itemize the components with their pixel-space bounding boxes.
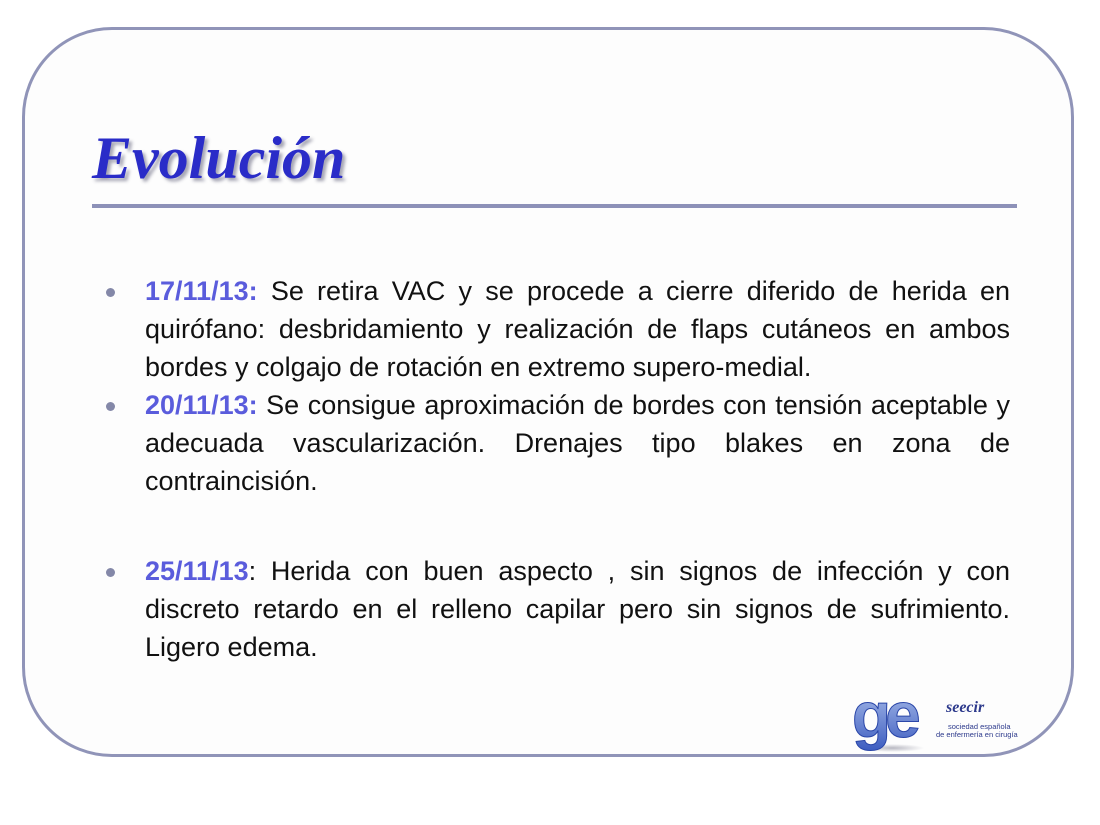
logo-mark: ge	[852, 685, 915, 751]
bullet-text-2: Se consigue aproximación de bordes con tensión aceptable y adecuada vascularización. Drenajes tipo blakes en zona de contraincisión.	[145, 390, 1010, 496]
bullet-date-1: 17/11/13:	[145, 276, 258, 306]
bullet-item-3	[100, 552, 1010, 666]
bullet-text-3: : Herida con buen aspecto , sin signos de infección y con discreto retardo en el relleno capilar pero sin signos de sufrimiento. Ligero edema.	[145, 556, 1010, 662]
seecir-logo	[852, 685, 1027, 755]
logo-tagline-1: sociedad española	[948, 722, 1011, 731]
bullet-dot-icon	[106, 568, 115, 577]
bullet-dot-icon	[106, 288, 115, 297]
bullet-list	[100, 272, 1010, 666]
bullet-date-2: 20/11/13:	[145, 390, 258, 420]
logo-tagline-2: de enfermería en cirugía	[936, 730, 1018, 739]
bullet-item-1	[100, 272, 1010, 386]
bullet-text-1: Se retira VAC y se procede a cierre diferido de herida en quirófano: desbridamiento y realización de flaps cutáneos en ambos bordes y colgajo de rotación en extremo supero-medial.	[145, 276, 1010, 382]
slide-title: Evolución	[92, 125, 346, 191]
title-divider	[92, 204, 1017, 208]
bullet-dot-icon	[106, 402, 115, 411]
bullet-date-3: 25/11/13	[145, 556, 249, 586]
bullet-item-2	[100, 386, 1010, 500]
logo-name: seecir	[946, 699, 985, 716]
